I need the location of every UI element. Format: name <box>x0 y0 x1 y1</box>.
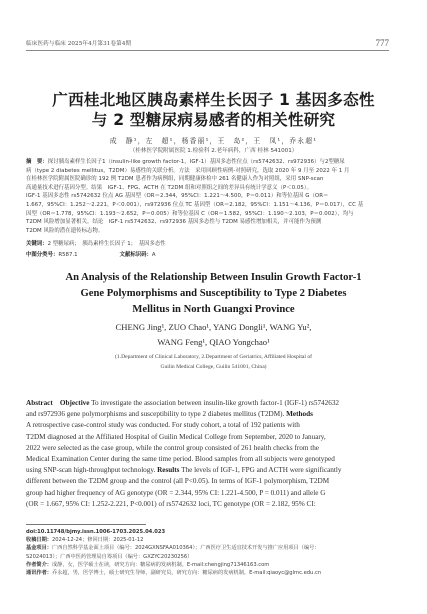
funding-line: 基金项目：广西自然科学基金面上项目（编号：2024GXNSFAA010364）；广西医疗卫生适宜技术开发与推广应用项目（编号： <box>26 545 320 552</box>
chinese-affiliation: （桂林医学院附属医院 1.检验科 2.老年病科，广西 桂林 541001） <box>129 148 298 154</box>
chinese-authors: 成 静¹，左 超¹，杨香丽¹，王 岛²，王 凤¹，乔永超¹ <box>109 137 318 145</box>
keywords-line <box>26 239 166 247</box>
en-abs-line: group had higher frequency of AG genotype (OR = 2.344, 95% CI: 1.221-4.500, P = 0.011) and allele G <box>26 488 326 497</box>
funding-line-cont: S2024013）；广西中医药管理局自筹项目（编号：GXZYC20230256） <box>26 553 193 560</box>
en-abs-line: (OR = 1.667, 95% CI: 1.252-2.221, P<0.001) of rs5742632 loci, TC genotype (OR = 2.182, 95% CI: <box>26 499 316 508</box>
doc-code-label: 文献标识码： <box>119 252 152 258</box>
english-authors-line-2: WANG Feng¹, QIAO Yongchao¹ <box>157 337 270 347</box>
cn-abs-line: 1.667，95%CI：1.252～2.221，P＜0.001），rs972936 位点 TC 基因型（OR＝2.182，95%CI：1.151～4.136，P＝0.017），CC 基 <box>26 201 364 208</box>
en-abs-line: 2022 were selected as the case group, while the control group consisted of 261 health checks from the <box>26 443 319 452</box>
chinese-title-line-1: 广西桂北地区胰岛素样生长因子 1 基因多态性 <box>52 91 375 109</box>
abstract-objective-label: Abstract Objective <box>26 399 90 407</box>
header-rule <box>26 50 389 51</box>
en-abs-line: Medical Examination Center during the same time period. Blood samples from all subjects were genotyped <box>26 455 335 464</box>
cn-abs-line: 摘 要：探讨胰岛素样生长因子1（insulin-like growth factor-1，IGF-1）基因多态性位点（rs5742632、rs972936）与2型糖尿 <box>26 159 345 165</box>
author-bio-line: 作者简介：成静，女，医学硕士在读，研究方向：糖尿病的发病机制。E-mail:chengjing71346163.com <box>26 561 270 568</box>
english-affiliation-line-1: (1.Department of Clinical Laboratory, 2.Department of Geriatrics, Affiliated Hospital of <box>115 354 312 360</box>
received-date-line: 收稿日期：2024-12-24；修回日期：2025-01-12 <box>26 537 144 544</box>
classification-line <box>26 250 156 258</box>
clc-value: R587.1 <box>58 252 78 258</box>
clc-label: 中图分类号： <box>26 252 59 258</box>
cn-abs-line: 因型（OR＝1.778，95%CI：1.193～2.652，P＝0.005）和等位基因 C（OR＝1.582，95%CI：1.190～2.103，P＝0.002），均与 <box>26 210 354 217</box>
cn-abs-line: T2DM 风险增加显著相关。结论 IGF-1 rs5742632、rs972936 基因多态性与 T2DM 易感性增加相关，并可能作为预测 <box>26 219 322 226</box>
en-abs-line: different between the T2DM group and the control (all P<0.05). In terms of IGF-1 polymorphism, T2DM <box>26 477 330 486</box>
doi-line: doi:10.11748/bjmy.issn.1006-1703.2025.04.023 <box>26 529 166 535</box>
english-title-line-1: An Analysis of the Relationship Between Insulin Growth Factor-1 <box>65 272 362 283</box>
en-abs-line: A retrospective case-control study was conducted. For study cohort, a total of 192 patients with <box>26 421 300 430</box>
cn-abs-line: 在桂林医学院附属医院确诊的 192 例 T2DM 患者作为病例组，同期健康体检中 261 名健康人作为对照组，采用 SNP-scan <box>26 176 324 183</box>
english-abstract <box>26 398 390 510</box>
chinese-title-line-2: 与 2 型糖尿病易感者的相关性研究 <box>91 111 336 129</box>
english-affiliation-line-2: Guilin Medical College, Guilin 541001, China) <box>160 364 267 370</box>
corresponding-author-line: 通讯作者：乔永超，男，医学博士，硕士研究生导师，副研究员，研究方向：糖尿病的发病机制。E-mail:qiaoyc@glmc.edu.cn <box>26 570 322 577</box>
en-abs-line: and rs972936 gene polymorphisms and susceptibility to type 2 diabetes mellitus (T2DM). Methods <box>26 410 313 419</box>
cn-abs-line: IGF-1 基因多态性 rs5742632 位点 AG 基因型（OR＝2.344，95%CI：1.221～4.500，P＝0.011）和等位基因 G（OR＝ <box>26 193 329 200</box>
footnote-rule <box>26 524 146 525</box>
en-abs-line: using SNP-scan high-throughput technology. Results The levels of IGF-1, FPG and ACTH were significantly <box>26 466 342 475</box>
keywords-label: 关键词： <box>26 241 48 247</box>
chinese-abstract <box>26 158 390 235</box>
abstract-methods-label: Methods <box>286 410 313 419</box>
english-title-line-3: Mellitus in North Guangxi Province <box>132 304 295 315</box>
cn-abs-line: 高通量技术进行基因分型。结果 IGF-1、FPG、ACTH 在 T2DM 组和对照组之间的差异具有统计学意义（P＜0.05）。 <box>26 184 313 191</box>
page-number: 777 <box>375 38 389 48</box>
english-authors-line-1: CHENG Jing¹, ZUO Chao¹, YANG Dongli¹, WANG Yu², <box>115 322 312 332</box>
keywords-text: 2 型糖尿病； 胰岛素样生长因子 1； 基因多态性 <box>47 241 166 247</box>
cn-abs-line: T2DM 风险的潜在遗传标志物。 <box>26 227 104 234</box>
abstract-results-label: Results <box>157 466 180 475</box>
footnotes <box>26 528 390 577</box>
doc-code-value: A <box>151 252 156 258</box>
english-title-line-2: Gene Polymorphisms and Susceptibility to Type 2 Diabetes <box>80 288 347 299</box>
cn-abs-line: 病（type 2 diabetes mellitus，T2DM）易感性的关联分析。方法 采用回顾性病例-对照研究，选取 2020 年 9 月至 2022 年 1 月 <box>26 167 350 174</box>
en-abs-line: Abstract Objective To investigate the association between insulin-like growth factor-1 (IGF-1) rs5742632 <box>26 399 340 407</box>
running-header: 临床医药与临床 2025年4月第31卷第4期 <box>26 41 132 47</box>
en-abs-line: T2DM diagnosed at the Affiliated Hospital of Guilin Medical College from September, 2020 to January, <box>26 432 326 441</box>
